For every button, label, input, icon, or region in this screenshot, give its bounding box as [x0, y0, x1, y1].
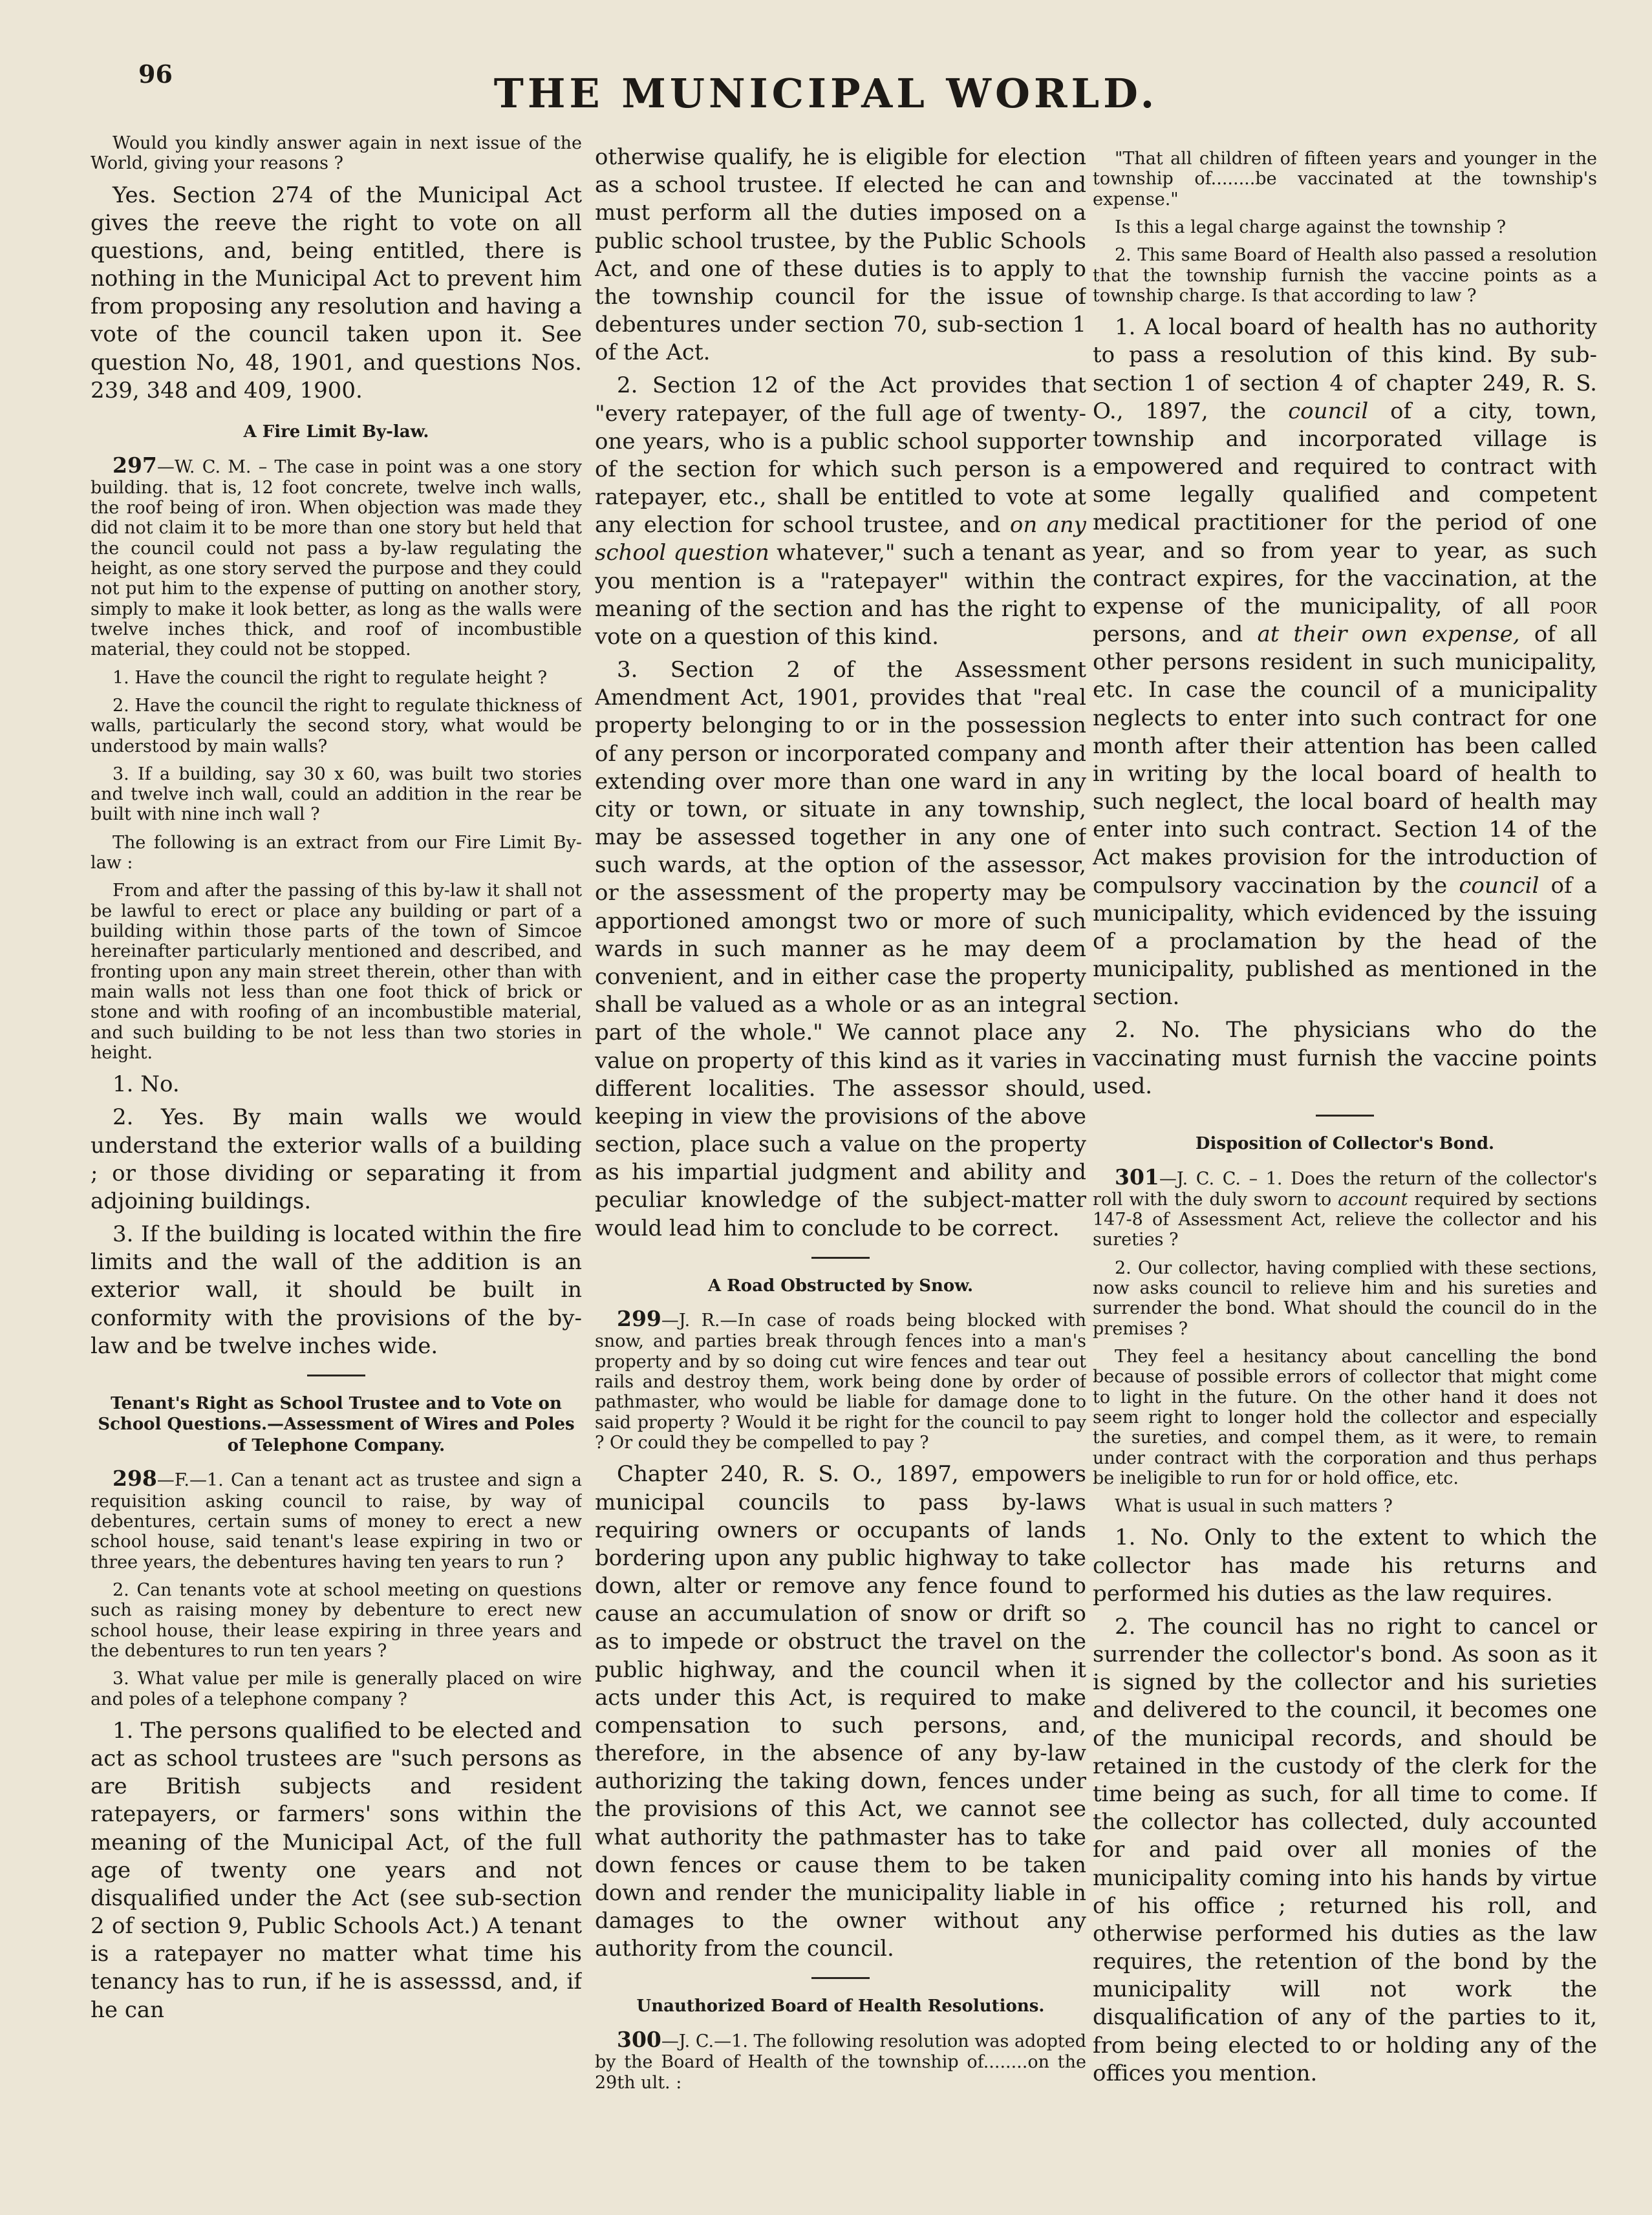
section-heading-297: A Fire Limit By-law. — [243, 422, 429, 442]
answer-301-1: 1. No. Only to the extent to which the collector has made his returns and performed his duties as the law requires. — [1093, 1525, 1597, 1607]
answer-299: Chapter 240, R. S. O., 1897, empowers municipal councils to pass by-laws requiring owners or occupants of lands bordering upon any public highway to take down, alter or remove any fence found to cause an accumulation of snow or drift so as to impede or obstruct the travel on the public highway, and the council when it acts under this Act, is required to make compensation to such persons, and, therefore, in the absence of any by-law authorizing the taking down, fences under the provisions of this Act, we cannot see what authority the pathmaster has to take down fences or cause them to be taken down and render the municipality liable in damages to the owner without any authority from the council. — [595, 1461, 1086, 1962]
answer-298-2-pre: 2. Section 12 of the Act provides that "every ratepayer, of the full age of twenty-one years, who is a public school supporter of the section for which such person is a ratepayer, etc., shall be entitled to vote at any election for school trustee, and — [595, 372, 1086, 539]
answer-300-1-em-expense: at their own expense, — [1257, 621, 1520, 648]
section-divider — [811, 1977, 870, 1979]
answer-300-1-c: persons, and — [1093, 621, 1258, 648]
question-301-a: —J. C. C. – 1. Does the return of the collector's roll with the duly sworn to — [1093, 1168, 1597, 1210]
question-297-text: —W. C. M. – The case in point was a one story building. that is, 12 foot concrete, twelve inch walls, the roof being of iron. When objection was made they did not claim it to be more than one story but held that the council could not pass a by-law regulating the height, as one story served the purpose and they could not put him to the expense of putting on another story, simply to make it look better, as long as the walls were twelve inches thick, and roof of incombustible material, they could not be stopped. — [91, 456, 582, 660]
question-297-bylaw-intro: The following is an extract from our Fire Limit By-law : — [91, 832, 582, 873]
question-301-body — [1093, 1165, 1597, 1250]
question-297-body — [91, 453, 582, 660]
answer-297-1: 1. No. — [113, 1071, 180, 1098]
section-heading-300: Unauthorized Board of Health Resolutions. — [636, 1996, 1045, 2017]
column-middle — [595, 144, 1086, 2187]
question-number-297: 297 — [113, 452, 157, 478]
answer-298-2 — [595, 372, 1086, 651]
question-298-part-3: 3. What value per mile is generally placed on wire and poles of a telephone company ? — [91, 1669, 582, 1709]
column-left — [91, 133, 582, 2176]
question-299-body — [595, 1307, 1086, 1453]
question-301-b: required by sections 147-8 of Assessment Act, relieve the collector and his sureties ? — [1093, 1189, 1597, 1250]
question-297-part-1: 1. Have the council the right to regulate height ? — [113, 667, 548, 688]
answer-300-1-em-council: council — [1288, 398, 1369, 424]
question-300-part-1: Is this a legal charge against the township ? — [1115, 217, 1507, 237]
section-divider — [1316, 1115, 1374, 1117]
answer-300-2: 2. No. The physicians who do the vaccinating must furnish the vaccine points used. — [1093, 1017, 1597, 1099]
question-298-part-2: 2. Can tenants vote at school meeting on questions such as raising money by debenture to erect new school house, their lease expiring in three years and the debentures to run ten years ? — [91, 1579, 582, 1661]
answer-300-1-b: of a city, town, township and incorporated village is empowered and required to contract with some legally qualified and competent medical practitioner for the period of one year, and so from year to year, as such contract expires, for the vaccination, at the expense of the municipality, of all — [1093, 398, 1597, 619]
question-298-text: —F.—1. Can a tenant act as trustee and sign a requisition asking council to raise, by way of debentures, certain sums of money to erect a new school house, said tenant's lease expiring in two or three years, the debentures having ten years to run ? — [91, 1470, 582, 1572]
section-divider — [307, 1375, 365, 1376]
question-number-301: 301 — [1115, 1164, 1159, 1190]
question-number-300: 300 — [617, 2026, 661, 2052]
question-number-299: 299 — [617, 1306, 661, 1332]
masthead-title: THE MUNICIPAL WORLD. — [493, 70, 1159, 117]
question-301-part-2: 2. Our collector, having complied with these sections, now asks council to relieve him and his sureties and surrender the bond. What should the council do in the premises ? — [1093, 1257, 1597, 1339]
question-297-part-2: 2. Have the council the right to regulate thickness of walls, particularly the second story, what would be understood by main walls? — [91, 695, 582, 756]
answer-298-2-post: whatever," such a tenant as you mention is a "ratepayer" within the meaning of the section and has the right to vote on a question of this kind. — [595, 540, 1086, 650]
question-297-bylaw-extract: From and after the passing of this by-law it shall not be lawful to erect or place any building or part of a building within those parts of the town of Simcoe hereinafter particularly mentioned and described, and fronting upon any main street therein, other than with main walls not less than one foot thick of brick or stone and with roofing of an incombustible material, and such building to be not less than two stories in height. — [91, 881, 582, 1063]
question-300-resolution-quote: "That all children of fifteen years and younger in the township of........be vaccinated at the township's expense." — [1093, 149, 1597, 209]
page-number: 96 — [138, 59, 173, 89]
section-heading-298: Tenant's Right as School Trustee and to Vote on School Questions.—Assessment of Wires and Poles of Telephone Company. — [98, 1393, 575, 1455]
question-298-body — [91, 1466, 582, 1572]
answer-301-2: 2. The council has no right to cancel or surrender the collector's bond. As soon as it is signed by the collector and his surieties and delivered to the council, it becomes one of the municipal records, and should be retained in the custody of the clerk for the time being as such, for all time to come. If the collector has collected, duly accounted for and paid over all monies of the municipality coming into his hands by virtue of his office ; returned his roll, and otherwise performed his duties as the law requires, the retention of the bond by the municipality will not work the disqualification of any of the parties to it, from being elected to or holding any of the offices you mention. — [1093, 1613, 1597, 2086]
section-divider — [811, 1257, 870, 1259]
answer-300-1-smallcaps: poor — [1549, 593, 1597, 619]
question-300-text: —J. C.—1. The following resolution was adopted by the Board of Health of the township of........on the 29th ult. : — [595, 2031, 1086, 2093]
answer-300-1-d: of all other persons resident in such municipality, etc. In case the council of a municipality neglects to enter into such contract for one month after their attention has been called in writing by the local board of health to such neglect, the local board of health may enter into such contract. Section 14 of the Act makes provision for the introduction of compulsory vaccination by the — [1093, 621, 1597, 899]
answer-300-1-e: of a municipality, which evidenced by the issuing of a proclamation by the head of the municipality, published as mentioned in the section. — [1093, 872, 1597, 1011]
answer-298-1-continued: otherwise qualify, he is eligible for election as a school trustee. If elected he can and must perform all the duties imposed on a public school trustee, by the Public Schools Act, and one of these duties is to apply to the township council for the issue of debentures under section 70, sub-section 1 of the Act. — [595, 144, 1086, 366]
question-299-text: —J. R.—In case of roads being blocked with snow, and parties break through fences into a man's property and by so doing cut wire fences and tear out rails and destroy them, work being done by order of pathmaster, who would be liable for damage done to said property ? Would it be right for the council to pay ? Or could they be compelled to pay ? — [595, 1311, 1086, 1453]
answer-298-3: 3. Section 2 of the Assessment Amendment Act, 1901, provides that "real property belonging to or in the possession of any person or incorporated company and extending over more than one ward in any city or town, or situate in any township, may be assessed together in any one of such wards, at the option of the assessor, or the assessment of the property may be apportioned amongst two or more of such wards in such manner as he may deem convenient, and in either case the property shall be valued as a whole or as an integral part of the whole." We cannot place any value on property of this kind as it varies in different localities. The assessor should, keeping in view the provisions of the above section, place such a value on the property as his impartial judgment and ability and peculiar knowledge of the subject-matter would lead him to conclude to be correct. — [595, 657, 1086, 1241]
intro-question: Would you kindly answer again in next issue of the World, giving your reasons ? — [91, 133, 582, 174]
question-300-part-2: 2. This same Board of Health also passed a resolution that the township furnish the vaccine points as a township charge. Is that according to law ? — [1093, 245, 1597, 306]
column-right — [1093, 149, 1597, 2192]
question-300-body — [595, 2028, 1086, 2093]
question-number-298: 298 — [113, 1466, 157, 1492]
question-301-em: account — [1338, 1189, 1408, 1210]
question-301-part-4: What is usual in such matters ? — [1115, 1496, 1393, 1517]
answer-297-2: 2. Yes. By main walls we would understand the exterior walls of a building ; or those dividing or separating it from adjoining buildings. — [91, 1104, 582, 1214]
answer-300-1-a: 1. A local board of health has no authority to pass a resolution of this kind. By sub-section 1 of section 4 of chapter 249, R. S. O., 1897, the — [1093, 314, 1597, 424]
intro-answer: Yes. Section 274 of the Municipal Act gives the reeve the right to vote on all questions, and, being entitled, there is nothing in the Municipal Act to prevent him from proposing any resolution and having a vote of the council taken upon it. See question No, 48, 1901, and questions Nos. 239, 348 and 409, 1900. — [91, 182, 582, 403]
answer-300-1-em-council-2: council — [1459, 872, 1539, 899]
answer-300-1 — [1093, 314, 1597, 1011]
answer-297-3: 3. If the building is located within the fire limits and the wall of the addition is an exterior wall, it should be built in conformity with the provisions of the by-law and be twelve inches wide. — [91, 1221, 582, 1359]
section-heading-301: Disposition of Collector's Bond. — [1195, 1134, 1495, 1153]
answer-298-1: 1. The persons qualified to be elected and act as school trustees are "such persons as are British subjects and resident ratepayers, or farmers' sons within the meaning of the Municipal Act, of the full age of twenty one years and not disqualified under the Act (see sub-section 2 of section 9, Public Schools Act.) A tenant is a ratepayer no matter what time his tenancy has to run, if he is assesssd, and, if he can — [91, 1717, 582, 2023]
answer-298-2-emphasis: on any school question — [595, 512, 1086, 566]
question-297-part-3: 3. If a building, say 30 x 60, was built two stories and twelve inch wall, could an addition in the rear be built with nine inch wall ? — [91, 764, 582, 825]
section-heading-299: A Road Obstructed by Snow. — [707, 1276, 974, 1296]
question-301-part-3: They feel a hesitancy about cancelling the bond because of possible errors of collector that might come to light in the future. On the other hand it does not seem right to longer hold the collector and especially the sureties, and compel them, as it were, to remain under contract with the corporation and thus perhaps be ineligible to run for or hold office, etc. — [1093, 1346, 1597, 1488]
